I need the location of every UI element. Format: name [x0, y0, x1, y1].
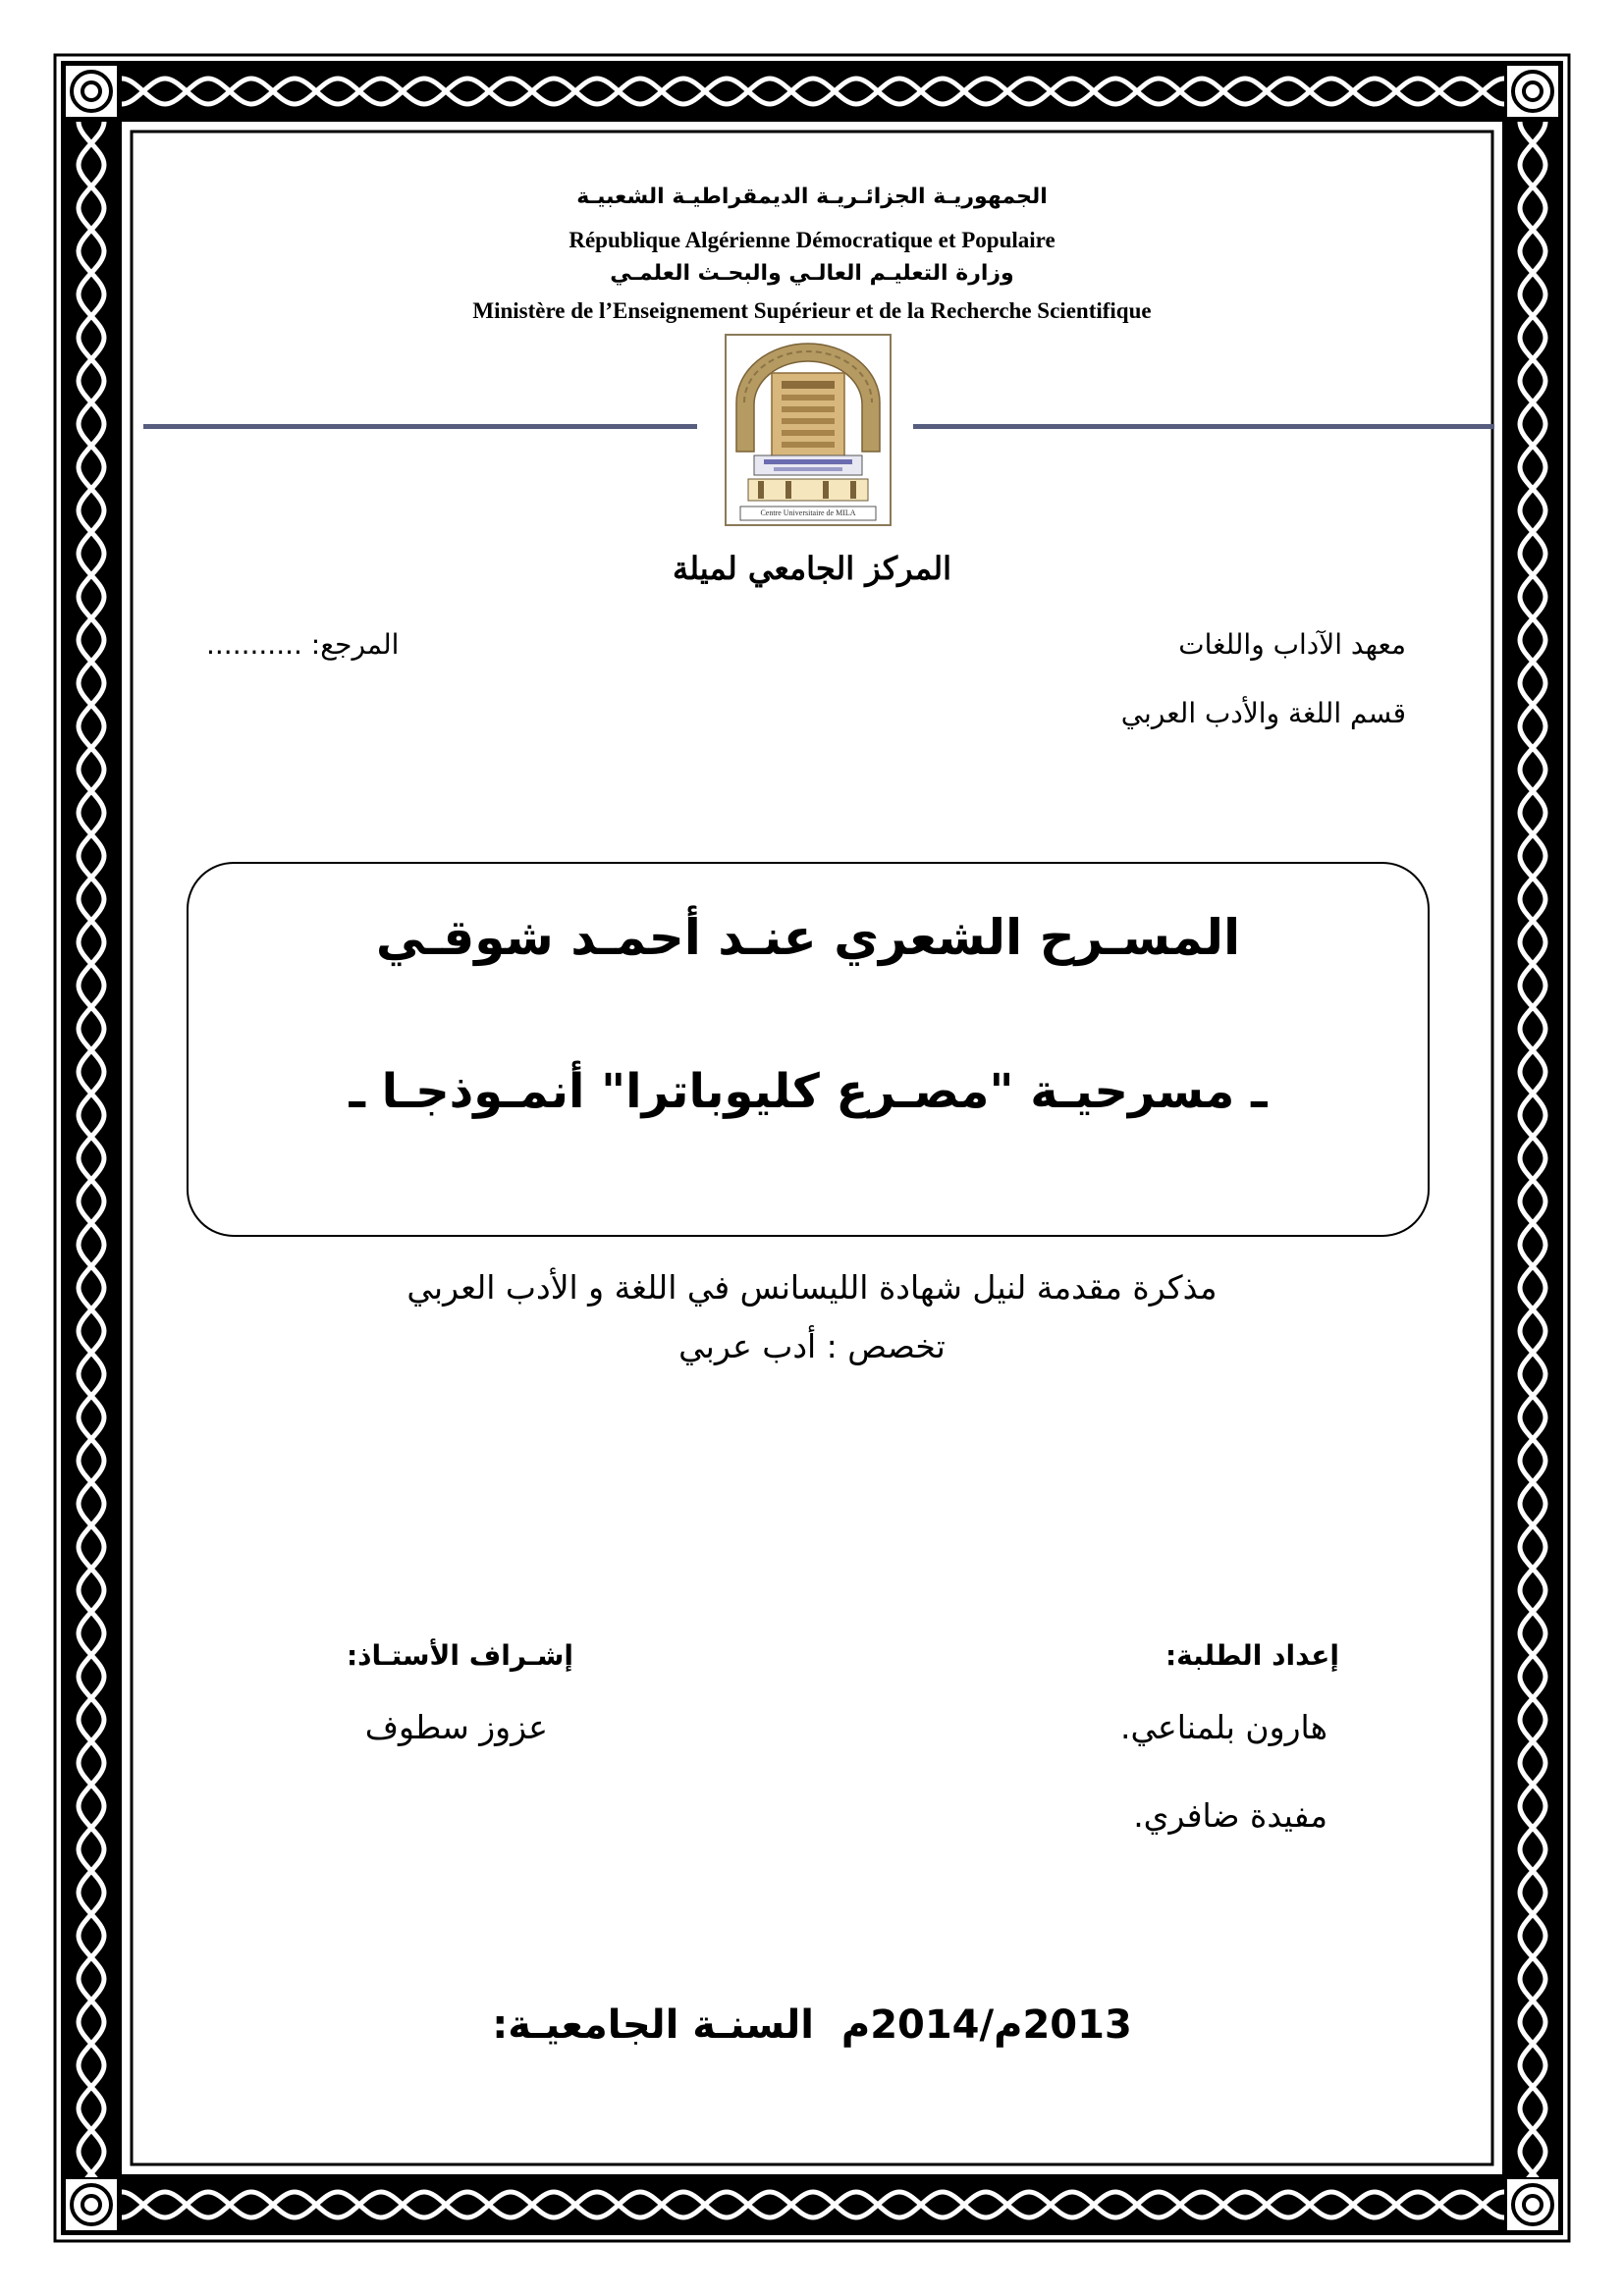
academic-year — [0, 2002, 1624, 2048]
supervisor-label: إشـراف الأستـاذ: — [346, 1639, 573, 1672]
students-label: إعداد الطلبة: — [1164, 1639, 1339, 1672]
degree-description: مذكرة مقدمة لنيل شهادة الليسانس في اللغة و الأدب العربي — [406, 1268, 1218, 1307]
ministry-name-arabic: وزارة التعليـم العالـي والبحـث العلمـي — [610, 261, 1014, 286]
university-logo — [725, 334, 892, 526]
specialization: تخصص : أدب عربي — [678, 1327, 946, 1365]
institute-name: معهد الآداب واللغات — [1178, 628, 1406, 661]
supervisor-name: عزوز سطوف — [364, 1708, 548, 1746]
academic-year-value: 2013م/2014م — [840, 2002, 1132, 2048]
republic-name-french: République Algérienne Démocratique et Populaire — [568, 228, 1056, 252]
header-rule-right — [913, 424, 1494, 429]
institution-name: المركز الجامعي لميلة — [673, 550, 951, 587]
ministry-name-french: Ministère de l’Enseignement Supérieur et de la Recherche Scientifique — [472, 298, 1152, 323]
header-rule-left — [143, 424, 697, 429]
reference-label: المرجع: ........... — [206, 628, 400, 661]
university-building-icon — [725, 334, 892, 526]
student-name: مفيدة ضافري. — [1133, 1796, 1327, 1835]
thesis-title: المسـرح الشعري عنـد أحمـد شوقـي — [375, 909, 1241, 966]
thesis-title-box — [187, 862, 1430, 1237]
thesis-subtitle: ـ مسرحيـة "مصـرع كليوباترا" أنمـوذجـا ـ — [349, 1064, 1268, 1119]
department-name: قسم اللغة والأدب العربي — [1120, 697, 1406, 729]
republic-name-arabic: الجمهوريـة الجزائـريـة الديمقراطيـة الشعبيـة — [576, 185, 1048, 209]
academic-year-label: السنـة الجامعيـة: — [492, 2002, 814, 2048]
logo-caption: Centre Universitaire de MILA — [760, 508, 856, 517]
student-name: هارون بلمناعي. — [1120, 1708, 1327, 1746]
